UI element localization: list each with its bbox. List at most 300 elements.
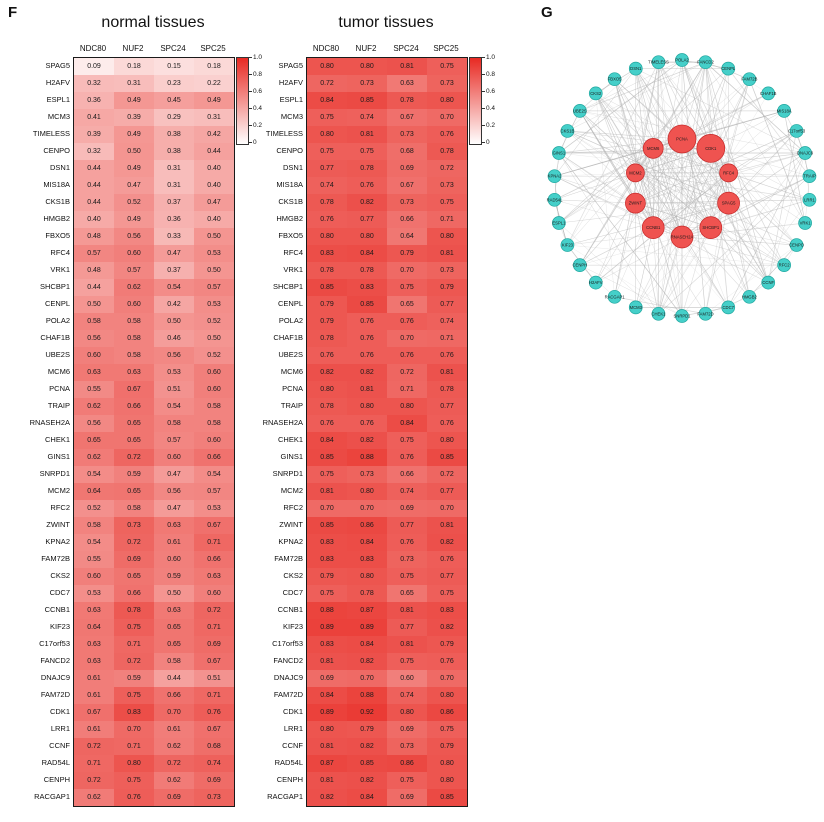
heatmap-cell: 0.69 bbox=[154, 789, 194, 806]
heatmap-cell: 0.88 bbox=[307, 602, 347, 619]
heatmap-cell: 0.76 bbox=[387, 449, 427, 466]
heatmap-cell: 0.77 bbox=[427, 568, 467, 585]
heatmap-cell: 0.59 bbox=[114, 670, 154, 687]
column-header: NDC80 bbox=[79, 44, 107, 53]
gene-label: KIF23 bbox=[49, 622, 70, 631]
heatmap-cell: 0.71 bbox=[114, 738, 154, 755]
gene-label: CENPH bbox=[276, 775, 303, 784]
heatmap-cell: 0.81 bbox=[307, 772, 347, 789]
heatmap-cell: 0.39 bbox=[114, 109, 154, 126]
heatmap-cell: 0.64 bbox=[387, 228, 427, 245]
heatmap-cell: 0.63 bbox=[114, 364, 154, 381]
heatmap-cell: 0.31 bbox=[194, 109, 234, 126]
gene-label: FANCD2 bbox=[40, 656, 70, 665]
gene-label: ZWINT bbox=[279, 520, 303, 529]
outer-gene-node bbox=[697, 307, 713, 320]
heatmap-cell: 0.80 bbox=[387, 704, 427, 721]
heatmap-cell: 0.58 bbox=[114, 347, 154, 364]
heatmap-cell: 0.81 bbox=[347, 126, 387, 143]
gene-label: CDC7 bbox=[282, 588, 303, 597]
outer-gene-node bbox=[674, 310, 692, 323]
gene-label: CHAF1B bbox=[273, 333, 303, 342]
outer-gene-node-label: KPNA2 bbox=[547, 173, 562, 179]
heatmap-cell: 0.44 bbox=[154, 670, 194, 687]
heatmap-cell: 0.47 bbox=[194, 194, 234, 211]
heatmap-cell: 0.72 bbox=[194, 602, 234, 619]
gene-label: RACGAP1 bbox=[34, 792, 70, 801]
heatmap-cell: 0.66 bbox=[154, 687, 194, 704]
heatmap-cell: 0.71 bbox=[74, 755, 114, 772]
heatmap-cell: 0.61 bbox=[74, 721, 114, 738]
heatmap-cell: 0.49 bbox=[114, 126, 154, 143]
gene-label: KPNA2 bbox=[278, 537, 303, 546]
gene-row-labels bbox=[233, 57, 303, 805]
gene-label: MCM2 bbox=[280, 486, 303, 495]
heatmap-cell: 0.81 bbox=[307, 483, 347, 500]
heatmap-cell: 0.66 bbox=[387, 466, 427, 483]
heatmap-cell: 0.92 bbox=[347, 704, 387, 721]
column-header: NUF2 bbox=[355, 44, 377, 53]
heatmap-cell: 0.37 bbox=[154, 194, 194, 211]
outer-gene-node-label: C17orf53 bbox=[787, 128, 806, 134]
outer-gene-node-label: ESPL1 bbox=[552, 220, 566, 226]
heatmap-cell: 0.70 bbox=[114, 721, 154, 738]
heatmap-cell: 0.60 bbox=[154, 551, 194, 568]
outer-gene-node-label: CENPO bbox=[789, 242, 805, 248]
heatmap-cell: 0.73 bbox=[347, 466, 387, 483]
heatmap-cell: 0.66 bbox=[114, 585, 154, 602]
gene-label: LRR1 bbox=[283, 724, 303, 733]
heatmap-cell: 0.65 bbox=[114, 483, 154, 500]
heatmap-cell: 0.80 bbox=[427, 92, 467, 109]
heatmap-cell: 0.46 bbox=[154, 330, 194, 347]
heatmap-cell: 0.54 bbox=[74, 466, 114, 483]
gene-label: CKS1B bbox=[278, 197, 303, 206]
heatmap-cell: 0.65 bbox=[114, 432, 154, 449]
hub-gene-node bbox=[626, 164, 644, 182]
outer-gene-node-label: RFC2 bbox=[778, 262, 790, 268]
heatmap-cell: 0.73 bbox=[114, 517, 154, 534]
outer-gene-node bbox=[742, 290, 758, 303]
heatmap-cell: 0.53 bbox=[154, 364, 194, 381]
heatmap-cell: 0.72 bbox=[114, 534, 154, 551]
heatmap-cell: 0.62 bbox=[74, 449, 114, 466]
heatmap-cell: 0.22 bbox=[194, 75, 234, 92]
heatmap-cell: 0.72 bbox=[427, 466, 467, 483]
heatmap-cell: 0.77 bbox=[427, 483, 467, 500]
heatmap-cell: 0.74 bbox=[387, 687, 427, 704]
outer-gene-node bbox=[552, 146, 565, 159]
heatmap-cell: 0.72 bbox=[427, 160, 467, 177]
heatmap-cell: 0.85 bbox=[307, 279, 347, 296]
column-header: SPC24 bbox=[160, 44, 186, 53]
gene-label: H2AFV bbox=[278, 78, 303, 87]
heatmap-cell: 0.71 bbox=[194, 619, 234, 636]
heatmap-cell: 0.31 bbox=[114, 75, 154, 92]
heatmap-cell: 0.49 bbox=[114, 211, 154, 228]
heatmap-cell: 0.61 bbox=[74, 670, 114, 687]
heatmap-cell: 0.47 bbox=[154, 466, 194, 483]
heatmap-cell: 0.62 bbox=[74, 398, 114, 415]
heatmap-grid bbox=[73, 57, 235, 807]
heatmap-cell: 0.50 bbox=[154, 585, 194, 602]
gene-label: TRAIP bbox=[47, 401, 70, 410]
heatmap-cell: 0.62 bbox=[114, 279, 154, 296]
outer-gene-node bbox=[629, 62, 642, 75]
heatmap-cell: 0.63 bbox=[387, 75, 427, 92]
heatmap-cell: 0.60 bbox=[74, 568, 114, 585]
heatmap-cell: 0.56 bbox=[154, 347, 194, 364]
heatmap-cell: 0.76 bbox=[387, 313, 427, 330]
heatmap-cell: 0.81 bbox=[427, 364, 467, 381]
heatmap-cell: 0.77 bbox=[387, 619, 427, 636]
heatmap-cell: 0.54 bbox=[154, 279, 194, 296]
heatmap-cell: 0.79 bbox=[387, 245, 427, 262]
heatmap-cell: 0.62 bbox=[154, 772, 194, 789]
heatmap-cell: 0.45 bbox=[154, 92, 194, 109]
heatmap-cell: 0.65 bbox=[154, 636, 194, 653]
heatmap-cell: 0.60 bbox=[114, 296, 154, 313]
heatmap-cell: 0.76 bbox=[387, 347, 427, 364]
colorbar-tick-label: 0.2 bbox=[486, 122, 496, 129]
gene-label: GINS1 bbox=[47, 452, 70, 461]
outer-gene-node bbox=[548, 170, 562, 183]
hub-gene-node bbox=[643, 138, 663, 158]
heatmap-cell: 0.60 bbox=[194, 381, 234, 398]
heatmap-cell: 0.50 bbox=[154, 313, 194, 330]
heatmap-cell: 0.71 bbox=[114, 636, 154, 653]
heatmap-cell: 0.66 bbox=[387, 211, 427, 228]
outer-gene-node-label: CHAF1B bbox=[759, 90, 777, 96]
heatmap-cell: 0.75 bbox=[387, 653, 427, 670]
heatmap-cell: 0.79 bbox=[307, 568, 347, 585]
heatmap-cell: 0.84 bbox=[307, 687, 347, 704]
heatmap-cell: 0.75 bbox=[347, 143, 387, 160]
heatmap-cell: 0.75 bbox=[307, 585, 347, 602]
gene-label: FAM72D bbox=[40, 690, 70, 699]
heatmap-cell: 0.74 bbox=[307, 177, 347, 194]
heatmap-cell: 0.82 bbox=[307, 789, 347, 806]
heatmap-cell: 0.76 bbox=[347, 313, 387, 330]
gene-label: RFC4 bbox=[283, 248, 303, 257]
heatmap-cell: 0.83 bbox=[114, 704, 154, 721]
outer-gene-node bbox=[788, 124, 806, 137]
heatmap-cell: 0.50 bbox=[74, 296, 114, 313]
gene-label: HMGB2 bbox=[276, 214, 303, 223]
heatmap-cell: 0.67 bbox=[194, 653, 234, 670]
gene-label: CDC7 bbox=[49, 588, 70, 597]
heatmap-cell: 0.48 bbox=[74, 262, 114, 279]
heatmap-cell: 0.74 bbox=[427, 313, 467, 330]
heatmap-cell: 0.79 bbox=[347, 721, 387, 738]
heatmap-cell: 0.61 bbox=[74, 687, 114, 704]
heatmap-cell: 0.89 bbox=[347, 619, 387, 636]
heatmap-cell: 0.50 bbox=[194, 330, 234, 347]
heatmap-cell: 0.60 bbox=[194, 585, 234, 602]
gene-label: MCM3 bbox=[280, 112, 303, 121]
outer-gene-node-label: FAM72B bbox=[741, 76, 758, 82]
heatmap-cell: 0.73 bbox=[427, 177, 467, 194]
gene-label: KPNA2 bbox=[45, 537, 70, 546]
heatmap-cell: 0.70 bbox=[387, 262, 427, 279]
heatmap-cell: 0.48 bbox=[74, 228, 114, 245]
outer-gene-node bbox=[803, 193, 816, 206]
gene-label: FAM72B bbox=[41, 554, 70, 563]
heatmap-cell: 0.57 bbox=[194, 279, 234, 296]
hub-gene-node-label: MCM2 bbox=[629, 170, 642, 176]
heatmap-cell: 0.70 bbox=[154, 704, 194, 721]
heatmap-cell: 0.65 bbox=[387, 296, 427, 313]
heatmap-cell: 0.80 bbox=[347, 228, 387, 245]
heatmap-cell: 0.61 bbox=[154, 534, 194, 551]
heatmap-cell: 0.80 bbox=[307, 228, 347, 245]
heatmap-cell: 0.80 bbox=[347, 398, 387, 415]
heatmap-cell: 0.78 bbox=[307, 262, 347, 279]
gene-label: CHEK1 bbox=[277, 435, 303, 444]
heatmap-cell: 0.81 bbox=[427, 245, 467, 262]
heatmap-cell: 0.37 bbox=[154, 262, 194, 279]
heatmap-cell: 0.58 bbox=[114, 313, 154, 330]
heatmap-cell: 0.76 bbox=[307, 415, 347, 432]
gene-label: CCNB1 bbox=[277, 605, 303, 614]
heatmap-cell: 0.74 bbox=[347, 109, 387, 126]
gene-label: PCNA bbox=[49, 384, 70, 393]
heatmap-cell: 0.70 bbox=[347, 500, 387, 517]
heatmap-cell: 0.81 bbox=[387, 58, 427, 75]
heatmap-cell: 0.66 bbox=[194, 449, 234, 466]
heatmap-cell: 0.82 bbox=[347, 772, 387, 789]
heatmap-cell: 0.56 bbox=[154, 483, 194, 500]
heatmap-cell: 0.69 bbox=[387, 160, 427, 177]
heatmap-cell: 0.72 bbox=[154, 755, 194, 772]
outer-gene-node-label: CKS1B bbox=[560, 128, 575, 134]
gene-label: KIF23 bbox=[282, 622, 303, 631]
hub-gene-node-label: MCM6 bbox=[647, 145, 660, 151]
outer-gene-node-label: VRK1 bbox=[799, 220, 811, 226]
gene-label: PCNA bbox=[282, 384, 303, 393]
heatmap-cell: 0.82 bbox=[347, 364, 387, 381]
colorbar-tick-label: 0.8 bbox=[486, 71, 496, 78]
gene-label: SHCBP1 bbox=[39, 282, 70, 291]
outer-gene-node-label: DNAJC9 bbox=[796, 150, 814, 156]
heatmap-cell: 0.58 bbox=[194, 398, 234, 415]
gene-label: RNASEH2A bbox=[262, 418, 303, 427]
heatmap-cell: 0.47 bbox=[154, 500, 194, 517]
heatmap-cell: 0.75 bbox=[114, 687, 154, 704]
heatmap-cell: 0.83 bbox=[347, 551, 387, 568]
heatmap-cell: 0.84 bbox=[347, 636, 387, 653]
heatmap-cell: 0.67 bbox=[194, 721, 234, 738]
heatmap-cell: 0.76 bbox=[307, 211, 347, 228]
heatmap-cell: 0.83 bbox=[347, 279, 387, 296]
heatmap-cell: 0.32 bbox=[74, 143, 114, 160]
heatmap-cell: 0.63 bbox=[74, 602, 114, 619]
heatmap-cell: 0.80 bbox=[427, 228, 467, 245]
heatmap-cell: 0.70 bbox=[387, 330, 427, 347]
gene-label: MCM3 bbox=[47, 112, 70, 121]
heatmap-cell: 0.09 bbox=[74, 58, 114, 75]
gene-label: DSN1 bbox=[282, 163, 303, 172]
heatmap-cell: 0.75 bbox=[427, 194, 467, 211]
heatmap-cell: 0.89 bbox=[307, 704, 347, 721]
heatmap-cell: 0.80 bbox=[307, 126, 347, 143]
heatmap-cell: 0.67 bbox=[387, 109, 427, 126]
heatmap-cell: 0.47 bbox=[114, 177, 154, 194]
heatmap-cell: 0.40 bbox=[194, 160, 234, 177]
heatmap-cell: 0.76 bbox=[427, 653, 467, 670]
colorbar-tick bbox=[482, 142, 485, 143]
gene-label: RFC4 bbox=[50, 248, 70, 257]
heatmap-cell: 0.83 bbox=[307, 534, 347, 551]
heatmap-cell: 0.57 bbox=[74, 245, 114, 262]
outer-gene-node bbox=[573, 104, 587, 117]
gene-label: POLA2 bbox=[278, 316, 303, 325]
gene-label: CKS2 bbox=[50, 571, 70, 580]
heatmap-cell: 0.80 bbox=[347, 568, 387, 585]
heatmap-cell: 0.84 bbox=[307, 92, 347, 109]
heatmap-cell: 0.76 bbox=[427, 126, 467, 143]
heatmap-cell: 0.85 bbox=[347, 755, 387, 772]
heatmap-cell: 0.33 bbox=[154, 228, 194, 245]
hub-gene-node-label: SHCBP1 bbox=[702, 225, 720, 231]
outer-gene-node bbox=[799, 217, 812, 230]
network-edge bbox=[706, 245, 797, 314]
heatmap-cell: 0.52 bbox=[74, 500, 114, 517]
outer-gene-node bbox=[605, 290, 626, 303]
outer-gene-node-label: POLA2 bbox=[675, 57, 689, 63]
heatmap-cell: 0.67 bbox=[74, 704, 114, 721]
heatmap-cell: 0.39 bbox=[74, 126, 114, 143]
heatmap-cell: 0.81 bbox=[347, 381, 387, 398]
heatmap-cell: 0.80 bbox=[347, 58, 387, 75]
gene-label: GINS1 bbox=[280, 452, 303, 461]
heatmap-cell: 0.78 bbox=[307, 398, 347, 415]
gene-label: POLA2 bbox=[45, 316, 70, 325]
heatmap-cell: 0.84 bbox=[347, 245, 387, 262]
heatmap-cell: 0.86 bbox=[387, 755, 427, 772]
heatmap-cell: 0.75 bbox=[307, 466, 347, 483]
gene-label: SPAG5 bbox=[278, 61, 303, 70]
heatmap-cell: 0.59 bbox=[154, 568, 194, 585]
outer-gene-node-label: FAM72D bbox=[697, 311, 714, 317]
heatmap-cell: 0.81 bbox=[387, 602, 427, 619]
heatmap-cell: 0.66 bbox=[114, 398, 154, 415]
heatmap-cell: 0.63 bbox=[154, 602, 194, 619]
heatmap-cell: 0.44 bbox=[74, 177, 114, 194]
heatmap-cell: 0.67 bbox=[114, 381, 154, 398]
gene-label: RACGAP1 bbox=[267, 792, 303, 801]
heatmap-cell: 0.65 bbox=[74, 432, 114, 449]
heatmap-grid bbox=[306, 57, 468, 807]
heatmap-cell: 0.76 bbox=[307, 347, 347, 364]
outer-gene-node-label: GINS1 bbox=[552, 150, 566, 156]
colorbar-tick bbox=[482, 91, 485, 92]
heatmap-cell: 0.69 bbox=[114, 551, 154, 568]
gene-label: MCM6 bbox=[47, 367, 70, 376]
heatmap-cell: 0.78 bbox=[427, 143, 467, 160]
heatmap-cell: 0.52 bbox=[114, 194, 154, 211]
heatmap-cell: 0.61 bbox=[154, 721, 194, 738]
heatmap-cell: 0.44 bbox=[74, 279, 114, 296]
colorbar-tick-label: 0.2 bbox=[253, 122, 263, 129]
heatmap-cell: 0.31 bbox=[154, 160, 194, 177]
heatmap-cell: 0.78 bbox=[347, 585, 387, 602]
outer-gene-node bbox=[589, 276, 603, 289]
gene-label: CHEK1 bbox=[44, 435, 70, 444]
colorbar-tick-label: 0.4 bbox=[486, 105, 496, 112]
heatmap-cell: 0.76 bbox=[387, 534, 427, 551]
heatmap-cell: 0.32 bbox=[74, 75, 114, 92]
colorbar-tick bbox=[482, 108, 485, 109]
heatmap-cell: 0.80 bbox=[307, 721, 347, 738]
gene-label: CKS1B bbox=[45, 197, 70, 206]
heatmap-cell: 0.79 bbox=[427, 279, 467, 296]
gene-label: SNRPD1 bbox=[39, 469, 70, 478]
gene-label: ESPL1 bbox=[46, 95, 70, 104]
gene-label: LRR1 bbox=[50, 724, 70, 733]
heatmap-cell: 0.18 bbox=[194, 58, 234, 75]
heatmap-cell: 0.77 bbox=[307, 160, 347, 177]
heatmap-cell: 0.76 bbox=[347, 177, 387, 194]
heatmap-cell: 0.72 bbox=[74, 772, 114, 789]
gene-label: FAM72D bbox=[273, 690, 303, 699]
heatmap-cell: 0.67 bbox=[194, 517, 234, 534]
network-edge bbox=[728, 200, 809, 308]
heatmap-cell: 0.83 bbox=[307, 551, 347, 568]
outer-gene-node bbox=[675, 54, 689, 67]
outer-gene-node bbox=[629, 301, 642, 314]
hub-gene-node-label: ZWINT bbox=[628, 200, 643, 206]
outer-gene-node-label: RAD54L bbox=[546, 197, 563, 203]
heatmap-cell: 0.53 bbox=[194, 245, 234, 262]
column-header: SPC24 bbox=[393, 44, 419, 53]
heatmap-cell: 0.76 bbox=[114, 789, 154, 806]
heatmap-cell: 0.69 bbox=[307, 670, 347, 687]
heatmap-cell: 0.78 bbox=[114, 602, 154, 619]
heatmap-cell: 0.79 bbox=[427, 738, 467, 755]
heatmap-cell: 0.70 bbox=[347, 670, 387, 687]
heatmap-cell: 0.77 bbox=[347, 211, 387, 228]
outer-gene-node-label: TIMELESS bbox=[648, 59, 669, 65]
outer-gene-node bbox=[778, 259, 791, 272]
hub-gene-node bbox=[671, 226, 694, 248]
heatmap-cell: 0.62 bbox=[74, 789, 114, 806]
heatmap-cell: 0.73 bbox=[427, 262, 467, 279]
outer-gene-node-label: HMGB2 bbox=[741, 294, 757, 300]
heatmap-cell: 0.83 bbox=[307, 636, 347, 653]
heatmap-cell: 0.69 bbox=[387, 500, 427, 517]
network-edge bbox=[729, 173, 810, 176]
heatmap-cell: 0.63 bbox=[74, 364, 114, 381]
heatmap-cell: 0.73 bbox=[387, 194, 427, 211]
colorbar-tick-label: 0.8 bbox=[253, 71, 263, 78]
gene-label: RAD54L bbox=[274, 758, 303, 767]
hub-gene-node-label: CCNB1 bbox=[646, 225, 661, 231]
hub-gene-node-label: RNASEH2A bbox=[670, 234, 694, 240]
colorbar-tick-label: 0 bbox=[486, 139, 490, 146]
gene-label: MCM2 bbox=[47, 486, 70, 495]
heatmap-cell: 0.65 bbox=[114, 568, 154, 585]
heatmap-cell: 0.78 bbox=[307, 194, 347, 211]
heatmap-cell: 0.53 bbox=[194, 296, 234, 313]
heatmap-cell: 0.80 bbox=[347, 483, 387, 500]
heatmap-cell: 0.70 bbox=[307, 500, 347, 517]
gene-label: MIS18A bbox=[276, 180, 303, 189]
heatmap-cell: 0.82 bbox=[427, 534, 467, 551]
heatmap-cell: 0.65 bbox=[387, 585, 427, 602]
outer-gene-node-label: UBE2S bbox=[572, 108, 587, 114]
gene-label: RFC2 bbox=[283, 503, 303, 512]
